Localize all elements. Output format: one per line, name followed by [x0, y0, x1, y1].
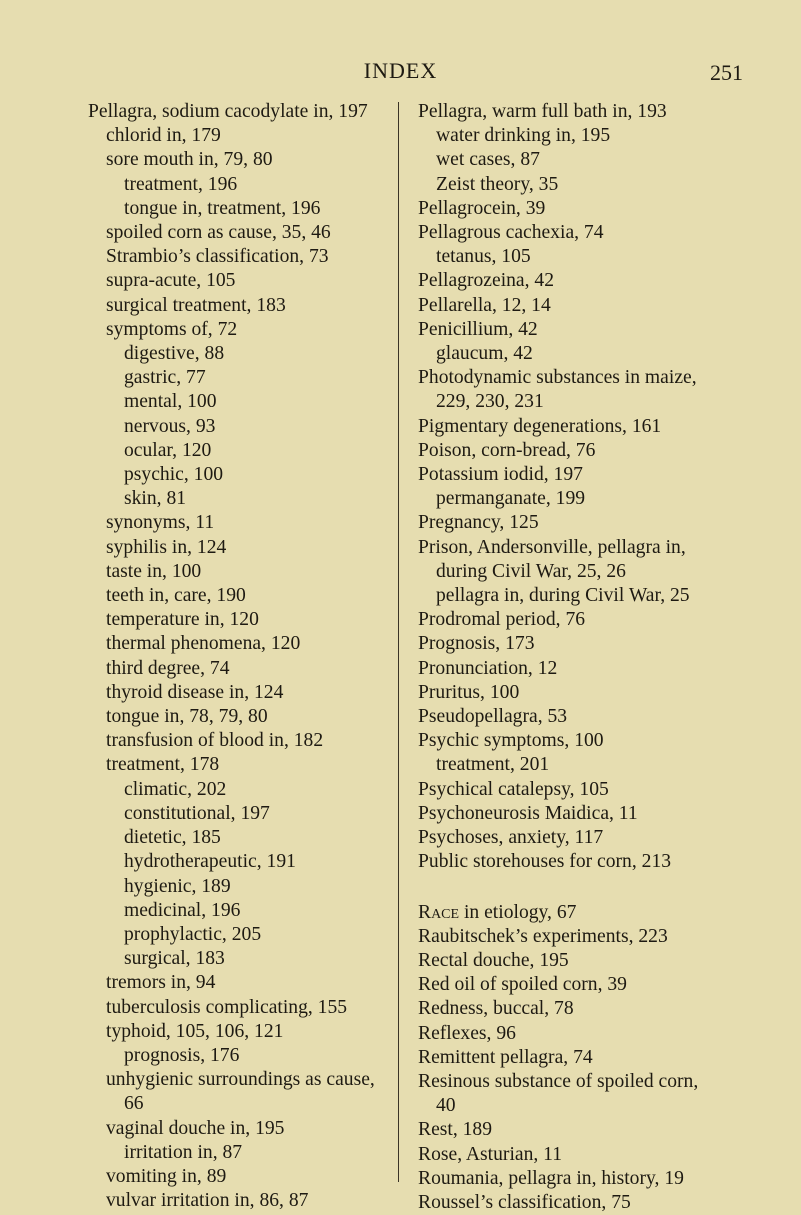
index-entry: Strambio’s classification, 73: [106, 246, 329, 268]
index-entry: irritation in, 87: [124, 1141, 243, 1163]
index-entry: ocular, 120: [124, 439, 212, 461]
index-entry: Roumania, pellagra in, history, 19: [418, 1167, 684, 1189]
index-entry: Public storehouses for corn, 213: [418, 851, 672, 873]
index-entry: Potassium iodid, 197: [418, 464, 583, 486]
index-entry: typhoid, 105, 106, 121: [106, 1020, 284, 1042]
index-entry: spoiled corn as cause, 35, 46: [106, 222, 331, 244]
index-entry: tuberculosis complicating, 155: [106, 996, 348, 1018]
index-entry: chlorid in, 179: [106, 125, 221, 147]
index-entry: Psychic symptoms, 100: [418, 730, 604, 752]
index-entry: Pellarella, 12, 14: [418, 294, 551, 316]
index-entry: digestive, 88: [124, 343, 225, 365]
index-entry: Pellagrocein, 39: [418, 197, 546, 219]
index-entry: prognosis, 176: [124, 1044, 240, 1066]
page-title: INDEX: [363, 58, 438, 83]
index-entry: 66: [124, 1093, 144, 1115]
index-entry: Psychical catalepsy, 105: [418, 778, 609, 800]
index-entry: Roussel’s classification, 75: [418, 1191, 631, 1213]
index-entry: Pigmentary degenerations, 161: [418, 415, 662, 437]
index-entry: tongue in, treatment, 196: [124, 197, 321, 219]
index-entry: skin, 81: [124, 488, 187, 510]
column-divider: [398, 102, 399, 1182]
index-entry: Reflexes, 96: [418, 1022, 516, 1044]
index-entry: treatment, 201: [436, 754, 550, 776]
index-entry: symptoms of, 72: [106, 318, 238, 340]
page-header: [0, 58, 801, 88]
index-entry: Pruritus, 100: [418, 681, 520, 703]
index-entry: synonyms, 11: [106, 512, 215, 534]
index-entry: thyroid disease in, 124: [106, 681, 284, 703]
index-column-right: [418, 100, 790, 1215]
index-entry: supra-acute, 105: [106, 270, 236, 292]
index-entry: Poison, corn-bread, 76: [418, 439, 596, 461]
index-entry: Red oil of spoiled corn, 39: [418, 974, 627, 996]
index-entry: Pellagra, sodium cacodylate in, 197: [88, 101, 368, 122]
index-entry: medicinal, 196: [124, 899, 241, 921]
index-entry: Photodynamic substances in maize,: [418, 367, 697, 389]
index-entry: permanganate, 199: [436, 488, 586, 510]
index-entry: climatic, 202: [124, 778, 227, 800]
index-entry: hydrotherapeutic, 191: [124, 851, 296, 873]
index-entry: hygienic, 189: [124, 875, 231, 897]
index-entry: Remittent pellagra, 74: [418, 1046, 593, 1068]
index-entry: during Civil War, 25, 26: [436, 560, 626, 582]
index-entry: psychic, 100: [124, 464, 224, 486]
index-entry: Pellagrous cachexia, 74: [418, 222, 604, 244]
index-entry: Rose, Asturian, 11: [418, 1143, 563, 1165]
index-entry: transfusion of blood in, 182: [106, 730, 324, 752]
index-entry: glaucum, 42: [436, 343, 533, 365]
index-entry: tongue in, 78, 79, 80: [106, 706, 268, 728]
index-entry: Psychoses, anxiety, 117: [418, 827, 604, 849]
index-column-left: [88, 100, 408, 1213]
index-entry: pellagra in, during Civil War, 25: [436, 585, 690, 607]
index-entry: prophylactic, 205: [124, 923, 262, 945]
index-entry: Pronunciation, 12: [418, 657, 558, 679]
index-entry: surgical, 183: [124, 948, 225, 970]
index-entry: gastric, 77: [124, 367, 206, 389]
index-entry: Pregnancy, 125: [418, 512, 539, 534]
index-entry: dietetic, 185: [124, 827, 221, 849]
index-entry: mental, 100: [124, 391, 217, 413]
index-entry: nervous, 93: [124, 415, 216, 437]
index-entry: teeth in, care, 190: [106, 585, 246, 607]
index-entry: tremors in, 94: [106, 972, 216, 994]
index-entry: Zeist theory, 35: [436, 173, 559, 195]
small-caps-word: Race: [418, 901, 460, 923]
index-entry: tetanus, 105: [436, 246, 531, 268]
index-entry: temperature in, 120: [106, 609, 259, 631]
page-number: 251: [710, 60, 743, 85]
index-entry: Race in etiology, 67: [418, 901, 577, 923]
index-entry: taste in, 100: [106, 560, 202, 582]
index-entry: surgical treatment, 183: [106, 294, 286, 316]
index-entry: vaginal douche in, 195: [106, 1117, 285, 1139]
index-entry: sore mouth in, 79, 80: [106, 149, 273, 171]
index-entry: Pellagrozeina, 42: [418, 270, 555, 292]
index-entry: constitutional, 197: [124, 802, 270, 824]
index-entry: Pseudopellagra, 53: [418, 706, 568, 728]
index-entry: Raubitschek’s experiments, 223: [418, 925, 668, 947]
index-entry: Psychoneurosis Maidica, 11: [418, 802, 638, 824]
index-entry: Pellagra, warm full bath in, 193: [418, 101, 667, 122]
index-entry: treatment, 178: [106, 754, 220, 776]
index-entry: wet cases, 87: [436, 149, 540, 171]
index-entry: treatment, 196: [124, 173, 238, 195]
index-entry: thermal phenomena, 120: [106, 633, 301, 655]
index-entry: Prodromal period, 76: [418, 609, 586, 631]
index-entry: water drinking in, 195: [436, 125, 611, 147]
index-entry: vulvar irritation in, 86, 87: [106, 1190, 309, 1212]
index-entry: Rest, 189: [418, 1119, 493, 1141]
index-entry: vomiting in, 89: [106, 1165, 227, 1187]
index-entry: Prognosis, 173: [418, 633, 535, 655]
index-entry: third degree, 74: [106, 657, 230, 679]
index-entry: 229, 230, 231: [436, 391, 544, 413]
index-entry: Resinous substance of spoiled corn,: [418, 1070, 699, 1092]
index-entry: syphilis in, 124: [106, 536, 227, 558]
index-entry: unhygienic surroundings as cause,: [106, 1069, 375, 1091]
index-entry: Rectal douche, 195: [418, 949, 569, 971]
index-entry: Penicillium, 42: [418, 318, 538, 340]
index-entry: 40: [436, 1095, 456, 1117]
index-entry: Redness, buccal, 78: [418, 998, 574, 1020]
index-entry: Prison, Andersonville, pellagra in,: [418, 536, 686, 558]
section-gap: [418, 875, 790, 901]
